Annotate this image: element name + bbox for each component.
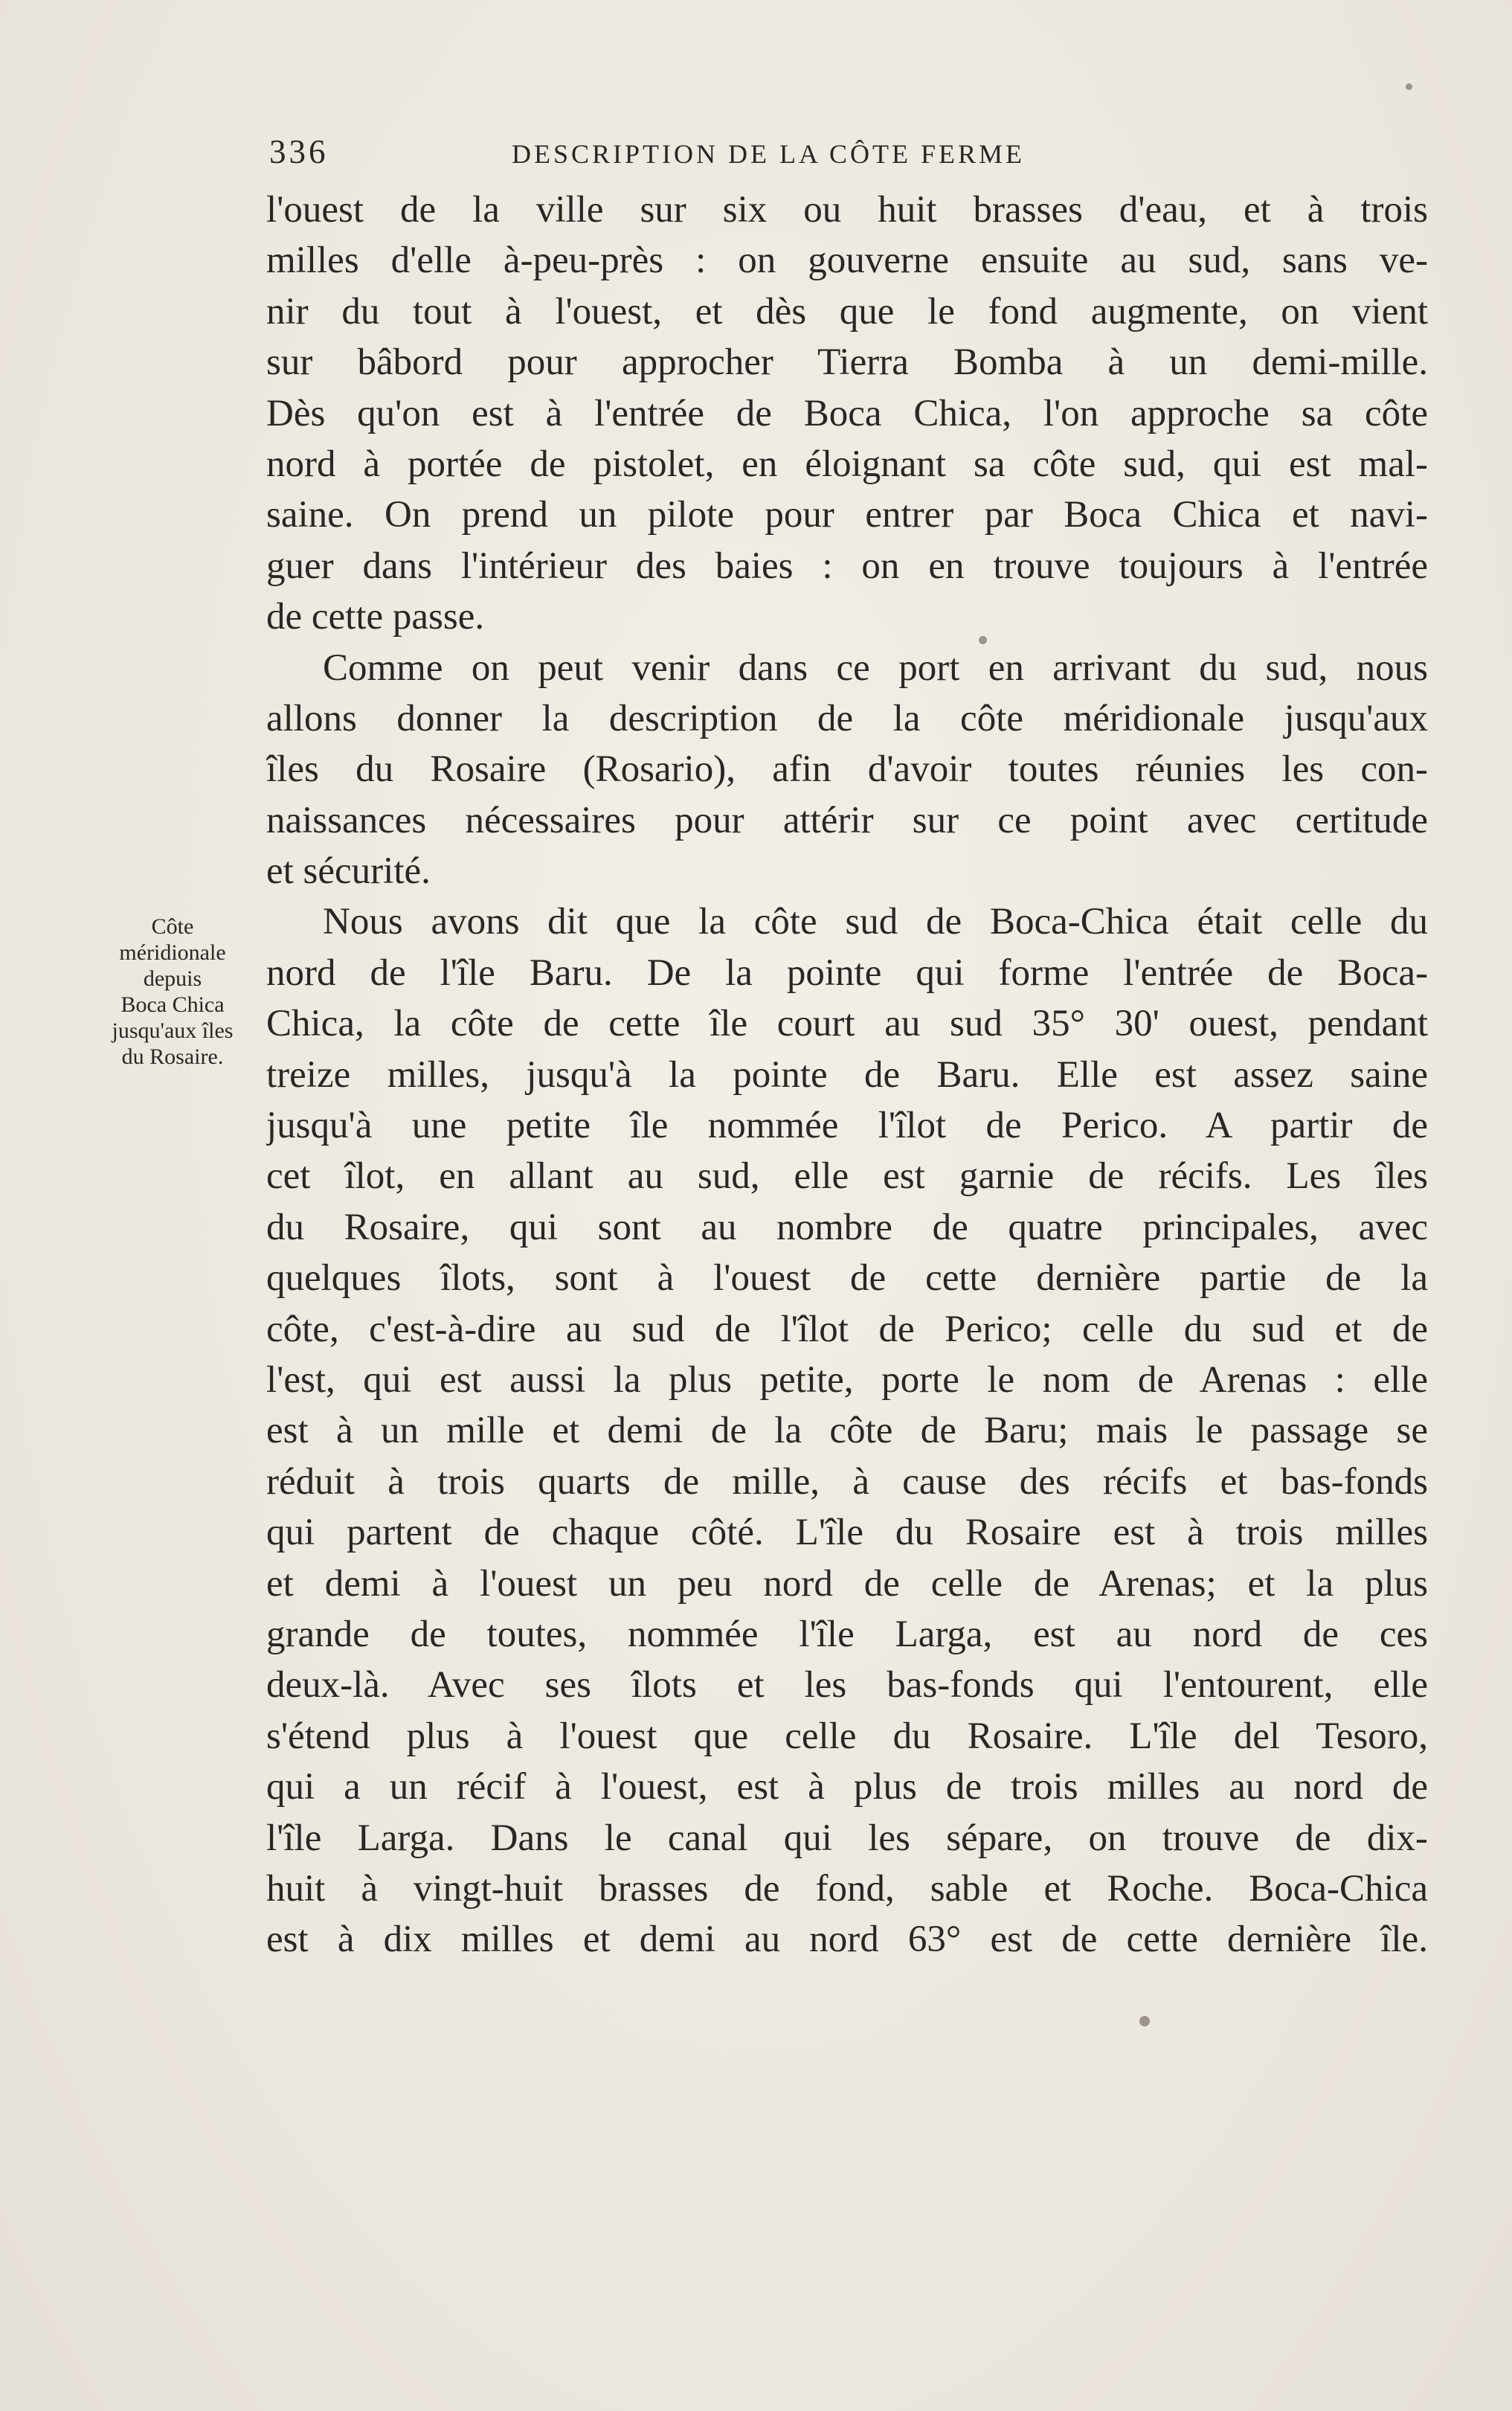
text-line: quelques îlots, sont à l'ouest de cette dernière partie de la: [266, 1257, 1428, 1300]
body-text: [266, 184, 1428, 1965]
text-line: et sécurité.: [266, 850, 431, 893]
text-line: allons donner la description de la côte méridionale jusqu'aux: [266, 697, 1428, 739]
paper-speck: [1139, 2016, 1150, 2026]
text-line: qui a un récif à l'ouest, est à plus de trois milles au nord de: [266, 1766, 1428, 1808]
paper-speck: [1406, 83, 1412, 90]
page-number: 336: [269, 133, 329, 170]
text-line: Comme on peut venir dans ce port en arrivant du sud, nous: [323, 646, 1428, 689]
text-line: nord de l'île Baru. De la pointe qui forme l'entrée de Boca-: [266, 951, 1428, 994]
margin-note-line: Boca Chica: [120, 992, 225, 1017]
page-header: [269, 132, 1191, 174]
margin-note-line: depuis: [143, 966, 202, 991]
running-title: DESCRIPTION DE LA CÔTE FERME: [512, 139, 1026, 169]
text-line: côte, c'est-à-dire au sud de l'îlot de Perico; celle du sud et de: [266, 1308, 1428, 1350]
text-line: Chica, la côte de cette île court au sud 35° 30' ouest, pendant: [266, 1003, 1428, 1045]
text-line: nir du tout à l'ouest, et dès que le fond augmente, on vient: [266, 290, 1428, 333]
text-line: nord à portée de pistolet, en éloignant sa côte sud, qui est mal-: [266, 443, 1428, 485]
text-line: et demi à l'ouest un peu nord de celle de Arenas; et la plus: [266, 1562, 1428, 1605]
text-line: l'est, qui est aussi la plus petite, porte le nom de Arenas : elle: [266, 1358, 1428, 1401]
text-line: treize milles, jusqu'à la pointe de Baru. Elle est assez saine: [266, 1053, 1428, 1096]
text-line: l'ouest de la ville sur six ou huit brasses d'eau, et à trois: [266, 189, 1428, 231]
text-line: saine. On prend un pilote pour entrer par Boca Chica et navi-: [266, 494, 1428, 536]
text-line: est à un mille et demi de la côte de Baru; mais le passage se: [266, 1410, 1428, 1452]
text-line: milles d'elle à-peu-près : on gouverne ensuite au sud, sans ve-: [266, 240, 1428, 282]
text-line: qui partent de chaque côté. L'île du Rosaire est à trois milles: [266, 1512, 1428, 1554]
text-line: de cette passe.: [266, 596, 485, 638]
margin-note-line: jusqu'aux îles: [112, 1018, 234, 1043]
text-line: du Rosaire, qui sont au nombre de quatre principales, avec: [266, 1206, 1428, 1248]
text-line: Dès qu'on est à l'entrée de Boca Chica, l'on approche sa côte: [266, 392, 1428, 434]
paper-speck: [979, 636, 987, 644]
text-line: huit à vingt-huit brasses de fond, sable et Roche. Boca-Chica: [266, 1867, 1428, 1910]
margin-note-line: méridionale: [119, 940, 226, 965]
text-line: sur bâbord pour approcher Tierra Bomba à un demi-mille.: [266, 341, 1428, 384]
margin-note-line: Côte: [151, 914, 194, 939]
text-line: îles du Rosaire (Rosario), afin d'avoir toutes réunies les con-: [266, 748, 1428, 791]
text-line: grande de toutes, nommée l'île Larga, est au nord de ces: [266, 1613, 1428, 1655]
text-line: jusqu'à une petite île nommée l'îlot de Perico. A partir de: [266, 1105, 1428, 1147]
text-line: cet îlot, en allant au sud, elle est garnie de récifs. Les îles: [266, 1155, 1428, 1198]
text-line: Nous avons dit que la côte sud de Boca-Chica était celle du: [323, 901, 1428, 943]
margin-note: [83, 914, 262, 1070]
text-line: réduit à trois quarts de mille, à cause des récifs et bas-fonds: [266, 1460, 1428, 1503]
margin-note-line: du Rosaire.: [121, 1044, 224, 1069]
text-line: deux-là. Avec ses îlots et les bas-fonds qui l'entourent, elle: [266, 1664, 1428, 1707]
text-line: guer dans l'intérieur des baies : on en trouve toujours à l'entrée: [266, 545, 1428, 587]
text-line: est à dix milles et demi au nord 63° est de cette dernière île.: [266, 1919, 1428, 1961]
text-line: s'étend plus à l'ouest que celle du Rosaire. L'île del Tesoro,: [266, 1715, 1428, 1757]
text-line: l'île Larga. Dans le canal qui les sépare, on trouve de dix-: [266, 1817, 1428, 1859]
text-line: naissances nécessaires pour attérir sur ce point avec certitude: [266, 799, 1428, 841]
